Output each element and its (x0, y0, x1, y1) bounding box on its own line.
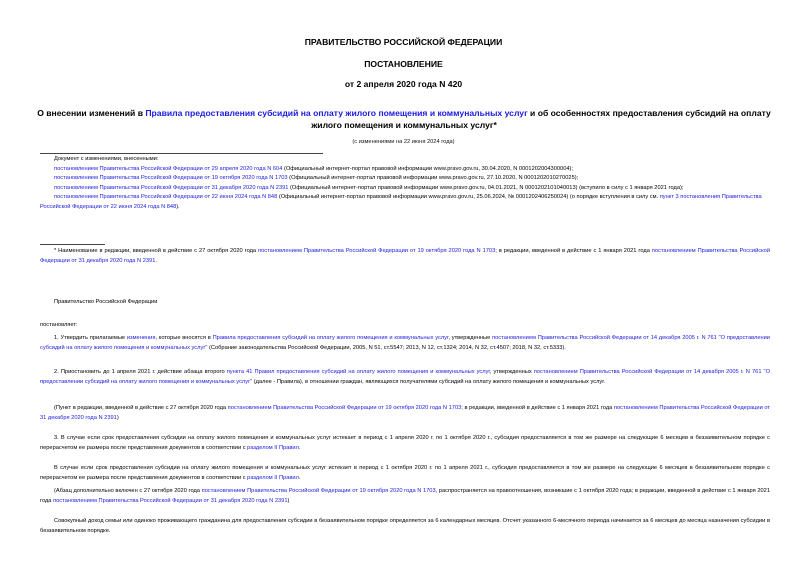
amendments-intro: Документ с изменениями, внесенными: (54, 156, 159, 162)
amendment-link-1703[interactable]: постановлением Правительства Российской Федерации от 19 октября 2020 года N 1703 (54, 175, 288, 182)
paragraph-text: . (298, 474, 301, 481)
amendment-link-604[interactable]: постановлением Правительства Российской Федерации от 29 апреля 2020 года N 604 (54, 165, 283, 172)
government-heading: ПРАВИТЕЛЬСТВО РОССИЙСКОЙ ФЕДЕРАЦИИ (304, 37, 503, 47)
amendments-list (40, 155, 770, 213)
paragraph-text: 1. Утвердить прилагаемые (54, 335, 127, 341)
title-text-post: и об особенностях предоставления субсидий на оплату жилого помещения и коммунальных услуг* (311, 108, 771, 130)
note-text: ) (287, 497, 290, 504)
amendment-text: (Официальный интернет-портал правовой информации www.pravo.gov.ru, 04.01.2021, N 0001202101040013) (вступило в силу с 1 января 2021 года); (288, 184, 684, 191)
paragraph-text: (Собрание законодательства Российской Федерации, 2005, N 51, ст.5547; 2013, N 12, ст.1324; 2014, N 32, ст.4507; 2018, N 32, ст.5333). (207, 344, 566, 351)
amendment-link-848-p3[interactable]: пункт 3 постановления Правительства Российской Федерации от 22 июня 2024 года N 848 (40, 194, 762, 210)
title-rules-link[interactable]: Правила предоставления субсидий на оплату жилого помещения и коммунальных услуг (145, 108, 528, 118)
amendment-item (40, 165, 770, 175)
amendment-text: (Официальный интернет-портал правовой информации www.pravo.gov.ru, 30.04.2020, N 0001202004300004); (282, 165, 574, 172)
note-link-2391[interactable]: постановлением Правительства Российской Федерации от 31 декабря 2020 года N 2391 (40, 405, 770, 421)
amendment-text: (Официальный интернет-портал правовой информации www.pravo.gov.ru, 27.10.2020, N 0001202010270025); (287, 175, 579, 182)
paragraph-text: 3. В случае если срок предоставления субсидии на оплату жилого помещения и коммунальных услуг истекает в период с 1 апреля 2020 г. по 1 октября 2020 г., субсидия предоставляется в том же размере на следующие 6 месяцев в беззаявительном порядке с перерасчетом ее размера после представления документов в соответствии с (40, 435, 770, 451)
paragraph-text: . (298, 444, 301, 451)
amendment-text: ). (176, 203, 180, 210)
paragraph-text: В случае если срок предоставления субсидии на оплату жилого помещения и коммунальных услуг истекает в период с 1 октября 2020 г. по 1 апреля 2021 г., субсидия предоставляется в том же размере на следующие 6 месяцев в беззаявительном порядке с перерасчетом ее размера после представления документов в соответствии с (40, 465, 770, 481)
note-text: (Абзац дополнительно включен с 27 октября 2020 года (54, 488, 202, 494)
rules-section-2-link[interactable]: разделом II Правил (247, 474, 299, 481)
footnote-link-1703[interactable]: постановлением Правительства Российской Федерации от 19 октября 2020 года N 1703 (258, 248, 496, 254)
amendment-item (40, 174, 770, 184)
document-type: ПОСТАНОВЛЕНИЕ (364, 59, 443, 69)
paragraph-5: Совокупный доход семьи или одиноко проживающего гражданина для предоставления субсидии в беззаявительном порядке определяется за 6 календарных месяцев. Отсчет указанного 6-месячного периода начинается за 6 месяцев до месяца назначения субсидии в беззаявительном порядке. (40, 518, 770, 534)
paragraph-text: , которые вносятся в (155, 335, 213, 341)
resolves-word: постановляет: (40, 322, 78, 328)
amendment-item (40, 184, 770, 194)
paragraph-text: , утвержденных (489, 369, 534, 375)
footnote-text: * Наименование в редакции, введенной в действие с 27 октября 2020 года (54, 248, 259, 254)
footnote (40, 247, 770, 266)
note-link-1703[interactable]: постановлением Правительства Российской Федерации от 19 октября 2020 года N 1703 (201, 488, 436, 494)
paragraph-text: (далее - Правила), в отношении граждан, являющихся получателями субсидий на оплату жилого помещения и коммунальных услуг. (252, 378, 606, 385)
paragraph-text: 2. Приостановить до 1 апреля 2021 г. действие абзаца второго (54, 369, 227, 375)
amendment-link-2391[interactable]: постановлением Правительства Российской Федерации от 31 декабря 2020 года N 2391 (54, 184, 289, 191)
government-subject: Правительство Российской Федерации (54, 299, 158, 305)
rules-link[interactable]: Правила предоставления субсидий на оплату жилого помещения и коммунальных услуг (212, 335, 449, 341)
changes-link[interactable]: изменения (126, 335, 156, 341)
rules-section-2-link[interactable]: разделом II Правил (247, 444, 299, 451)
amendments-divider (40, 153, 323, 154)
amendment-link-848[interactable]: постановлением Правительства Российской Федерации от 22 июня 2024 года N 848 (54, 194, 278, 201)
note-link-2391[interactable]: постановлением Правительства Российской Федерации от 31 декабря 2020 года N 2391 (53, 497, 288, 504)
rules-item-41-link[interactable]: пункта 41 Правил предоставления субсидий на оплату жилого помещения и коммунальных услуг (226, 369, 490, 375)
note-text: (Пункт в редакции, введенной в действие с 27 октября 2020 года (54, 405, 228, 411)
paragraph-4-note (40, 487, 770, 506)
paragraph-2-note (40, 404, 770, 423)
paragraph-4 (40, 464, 770, 483)
note-text: ; в редакции, введенной в действие с 1 января 2021 года (461, 405, 614, 411)
revision-note: (с изменениями на 22 июня 2024 года) (352, 139, 455, 145)
note-text: , распространяется на правоотношения, возникшие с 1 октября 2020 года; в редакции, введенной в действие с 1 января 2021 года (40, 488, 770, 504)
resolution-761-link[interactable]: постановлением Правительства Российской Федерации от 14 декабря 2005 г. N 761 "О предоставлении субсидий на оплату жилого помещения и коммунальных услуг" (40, 369, 770, 385)
paragraph-1 (40, 334, 770, 353)
footnote-divider (40, 244, 105, 245)
footnote-text: ; в редакции, введенной в действие с 1 января 2021 года (495, 248, 652, 254)
resolution-761-link[interactable]: постановлением Правительства Российской Федерации от 14 декабря 2005 г. N 761 "О предоставлении субсидий на оплату жилого помещения и коммунальных услуг" (40, 335, 770, 351)
paragraph-3 (40, 434, 770, 453)
title-text-pre: О внесении изменений в (37, 108, 146, 118)
footnote-link-2391[interactable]: постановлением Правительства Российской Федерации от 31 декабря 2020 года N 2391 (40, 248, 770, 264)
note-link-1703[interactable]: постановлением Правительства Российской Федерации от 19 октября 2020 года N 1703 (227, 405, 462, 411)
paragraph-text: , утвержденные (448, 335, 493, 341)
document-date-number: от 2 апреля 2020 года N 420 (344, 79, 463, 89)
note-text: ) (116, 414, 119, 421)
paragraph-2 (40, 368, 770, 387)
amendment-item (40, 193, 770, 212)
document-title (34, 107, 774, 131)
amendment-text: (Официальный интернет-портал правовой информации www.pravo.gov.ru, 25.06.2024, № 0001202406250024) (о порядке вступления в силу см. (277, 194, 660, 201)
footnote-text: . (155, 257, 157, 264)
